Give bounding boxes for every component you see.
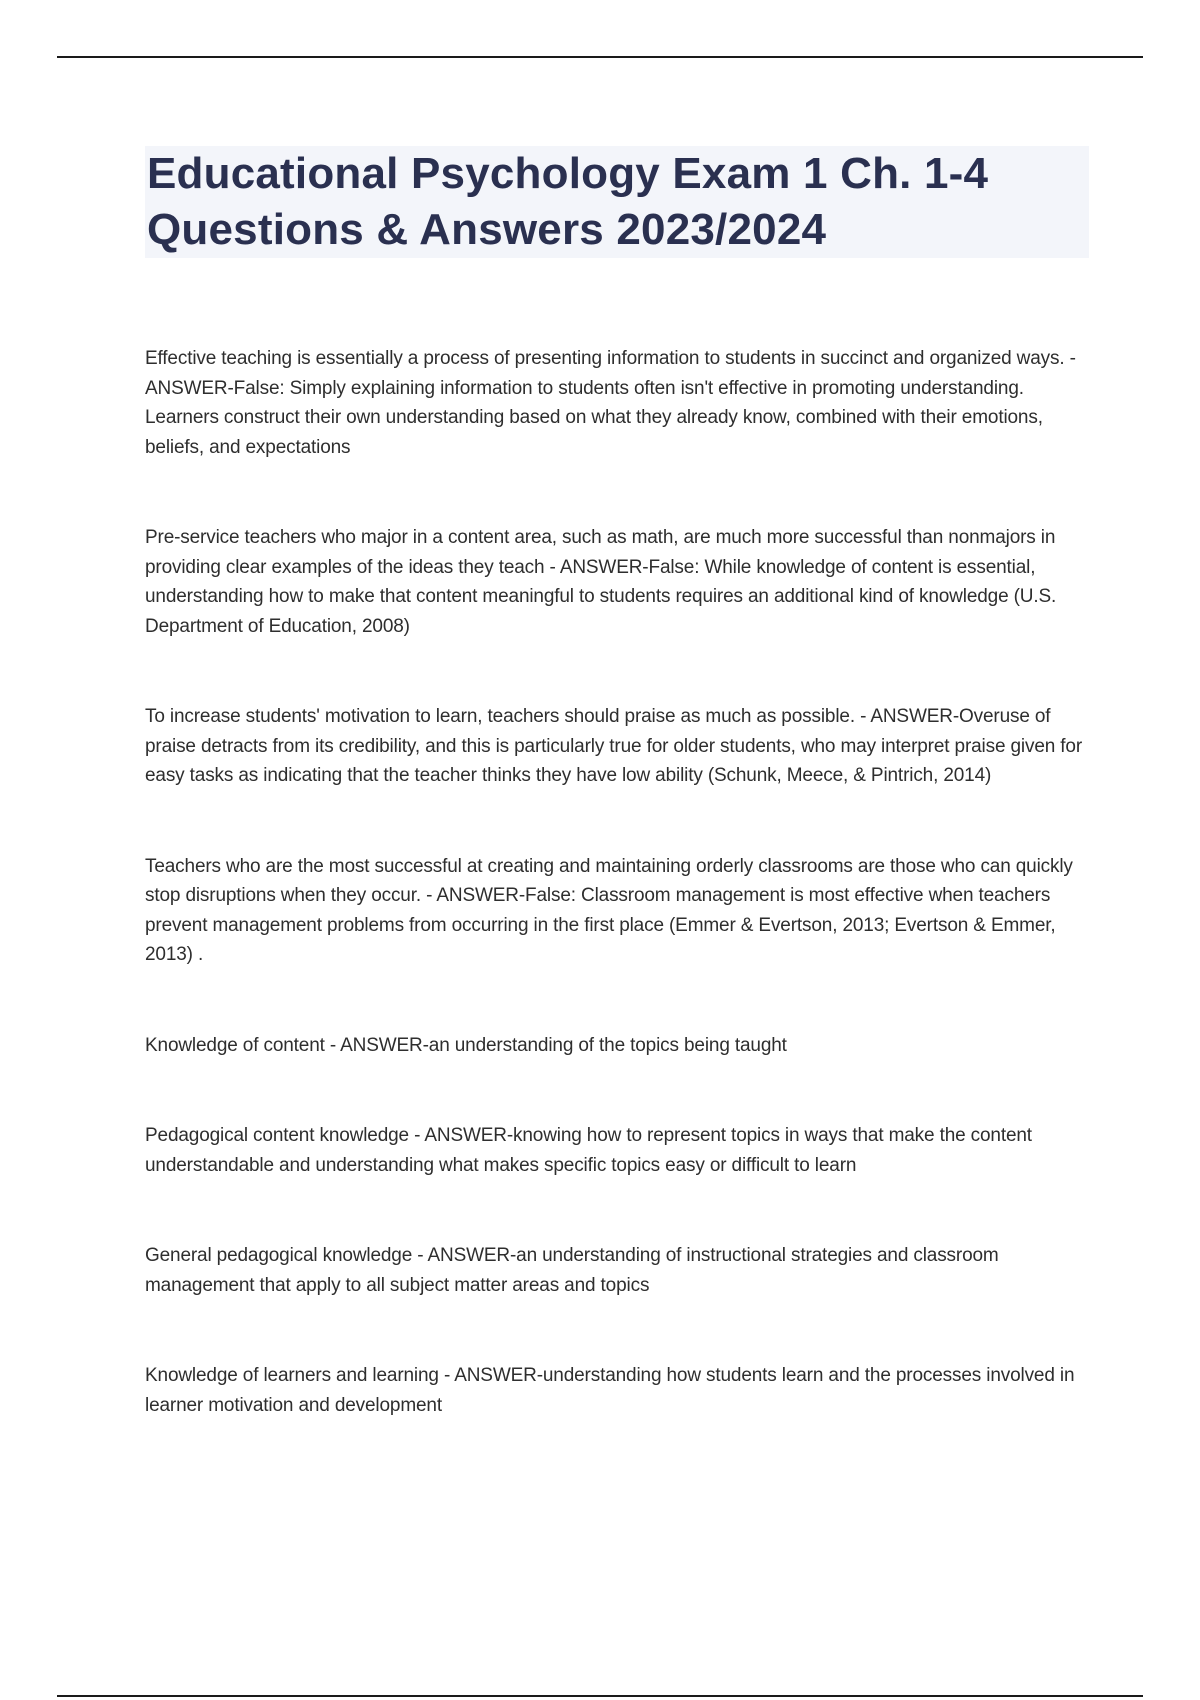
top-divider — [57, 56, 1143, 58]
qa-entry: Knowledge of learners and learning - ANSWER-understanding how students learn and the processes involved in learner motivation and development — [145, 1365, 1075, 1416]
qa-entry: General pedagogical knowledge - ANSWER-an understanding of instructional strategies and classroom management that apply to all subject matter areas and topics — [145, 1245, 999, 1296]
qa-entry: Teachers who are the most successful at creating and maintaining orderly classrooms are those who can quickly stop disruptions when they occur. - ANSWER-False: Classroom management is most effective when teachers prevent management problems from occurring in the first place (Emmer & Evertson, 2013; Evertson & Emmer, 2013) . — [145, 855, 1073, 965]
bottom-divider — [57, 1695, 1143, 1697]
qa-entry: Knowledge of content - ANSWER-an understanding of the topics being taught — [145, 1034, 787, 1056]
qa-entry: Pre-service teachers who major in a content area, such as math, are much more successful than nonmajors in providing clear examples of the ideas they teach - ANSWER-False: While knowledge of content is essential, understanding how to make that content meaningful to students requires an additional kind of knowledge (U.S. Department of Education, 2008) — [145, 527, 1057, 637]
title-line-1: Educational Psychology Exam 1 Ch. 1-4 — [147, 149, 989, 198]
qa-entry: Effective teaching is essentially a process of presenting information to students in succinct and organized ways. - ANSWER-False: Simply explaining information to students often isn't effective in promoting understanding. Learners construct their own understanding based on what they already know, combined with their emotions, beliefs, and expectations — [145, 348, 1076, 458]
title-block — [145, 146, 1089, 258]
document-title — [147, 146, 1089, 258]
title-line-2: Questions & Answers 2023/2024 — [147, 205, 827, 254]
qa-entry: To increase students' motivation to learn, teachers should praise as much as possible. - ANSWER-Overuse of praise detracts from its credibility, and this is particularly true for older students, who may interpret praise given for easy tasks as indicating that the teacher thinks they have low ability (Schunk, Meece, & Pintrich, 2014) — [145, 706, 1083, 786]
qa-list — [145, 344, 1090, 1420]
qa-entry: Pedagogical content knowledge - ANSWER-knowing how to represent topics in ways that make the content understandable and understanding what makes specific topics easy or difficult to learn — [145, 1125, 1032, 1176]
